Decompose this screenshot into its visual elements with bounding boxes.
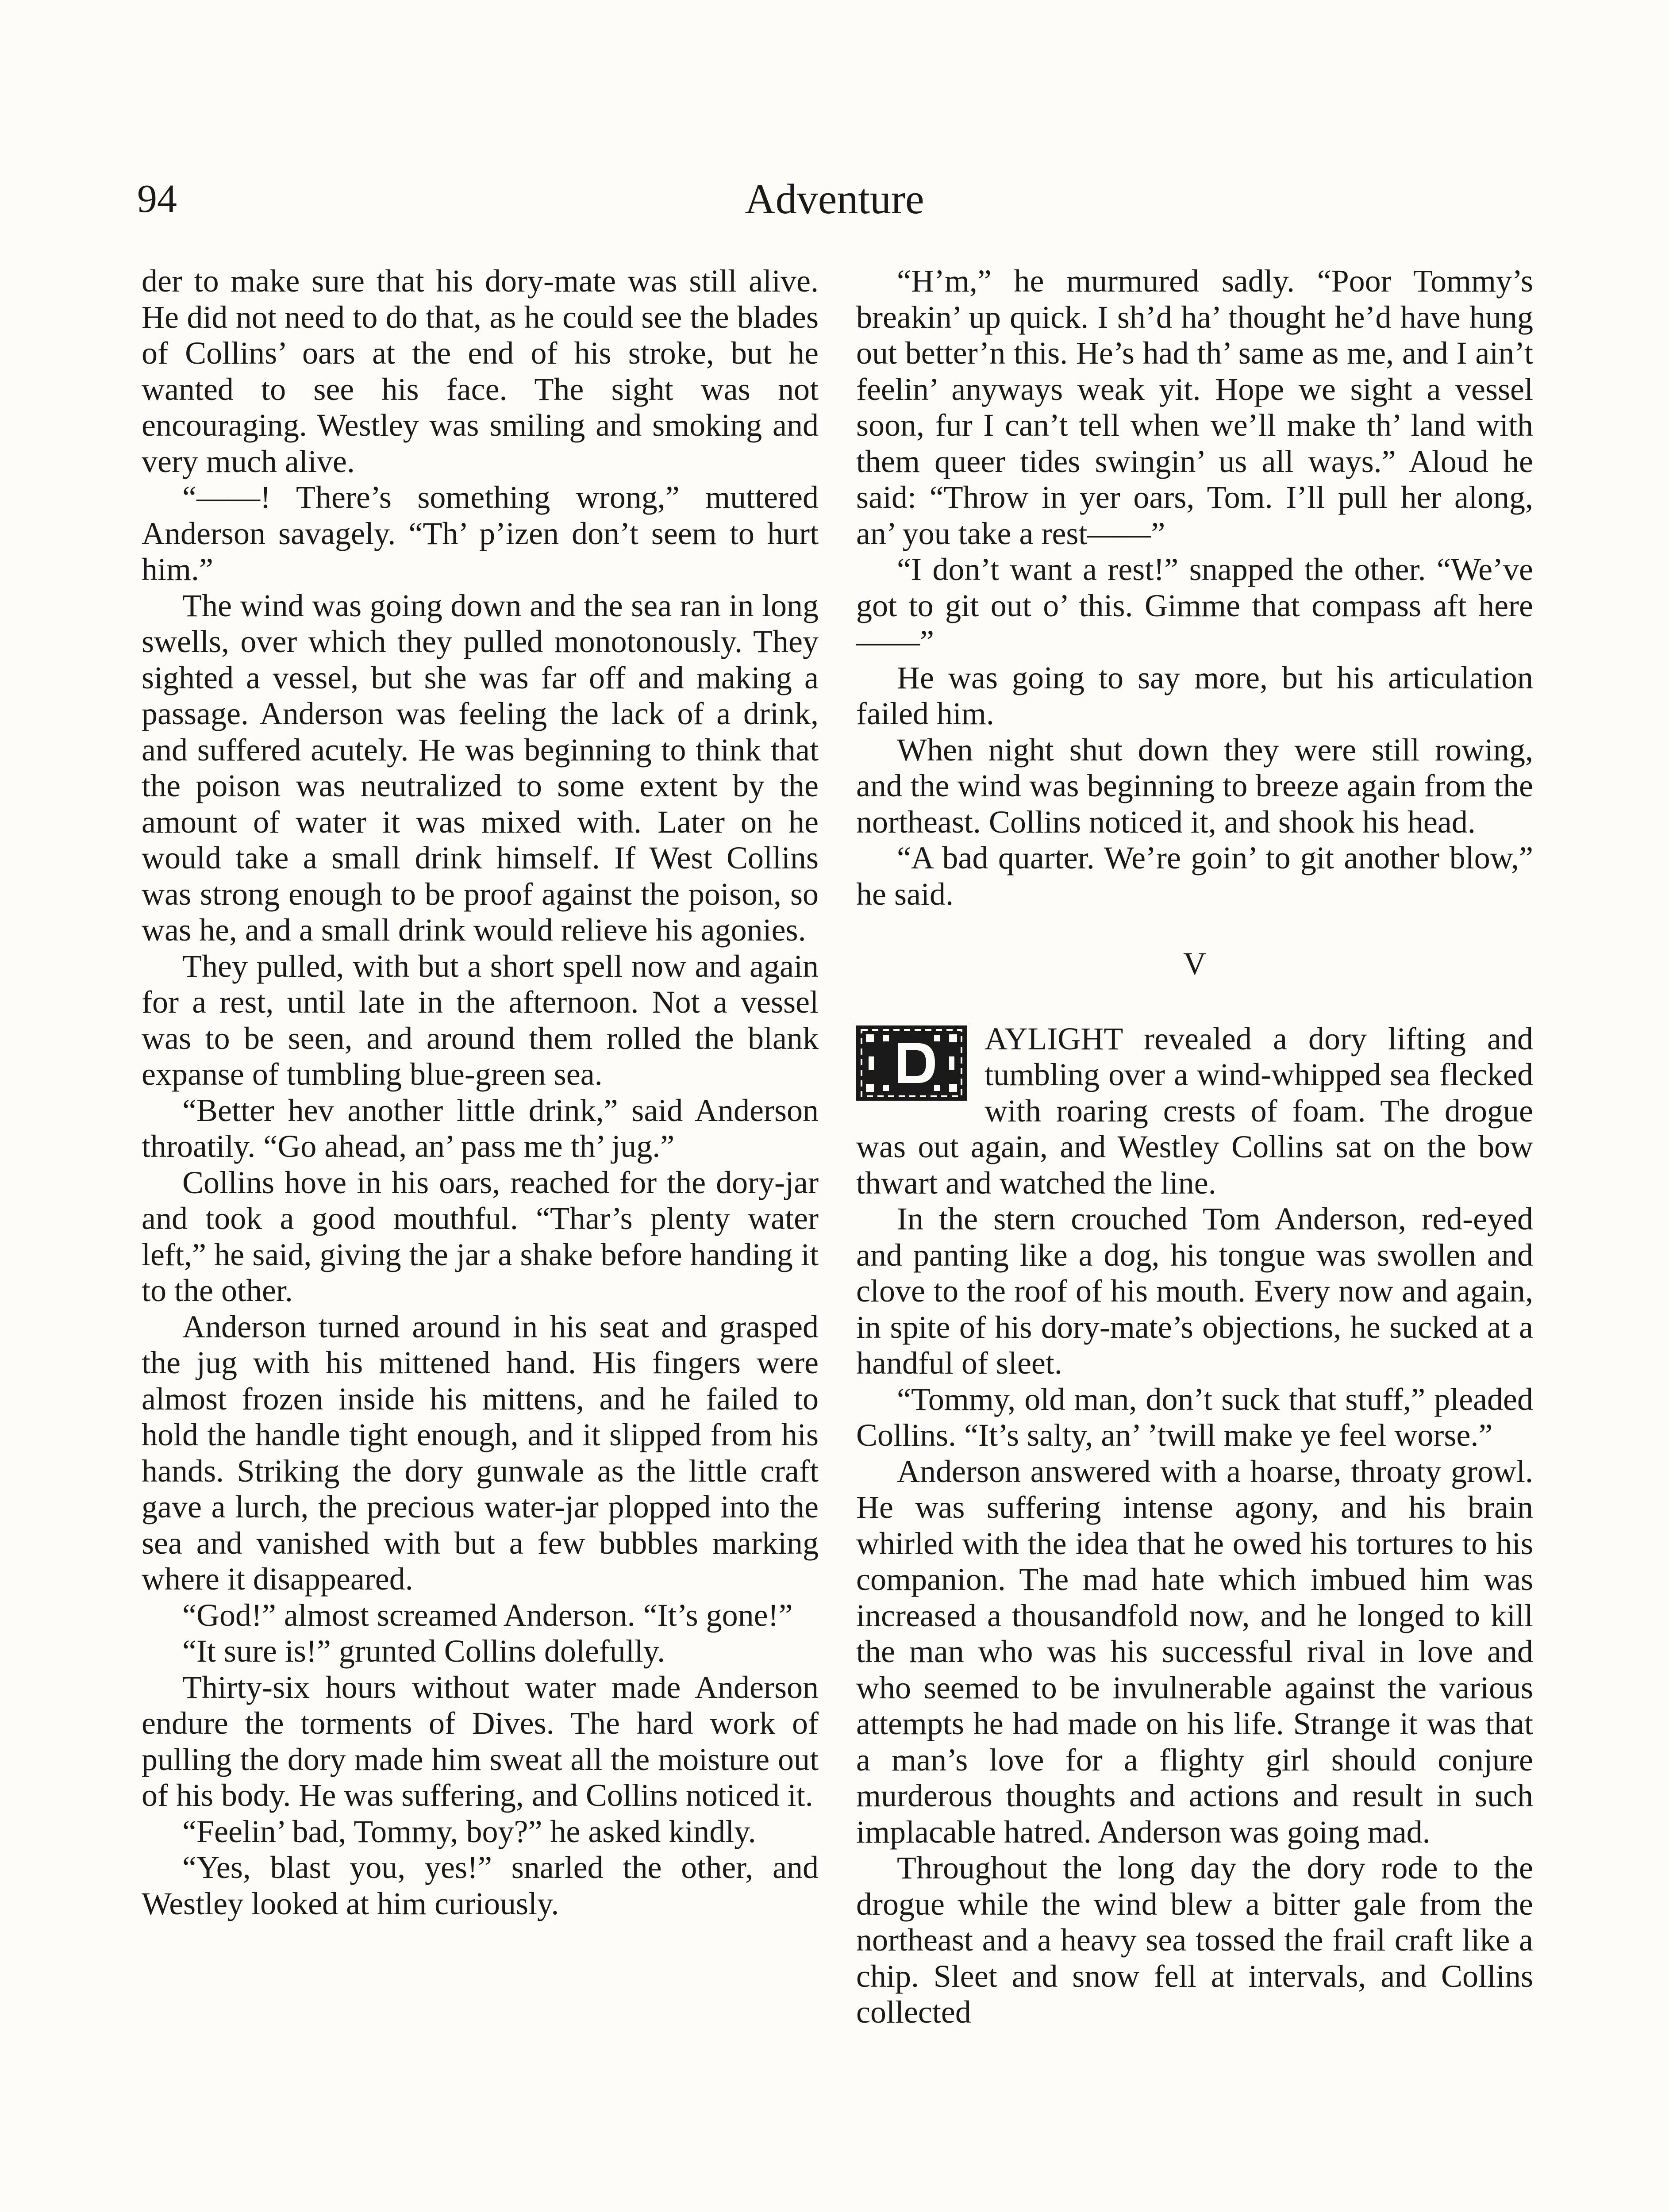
paragraph: He was going to say more, but his articulation failed him. — [856, 660, 1533, 731]
paragraph: “It sure is!” grunted Collins dolefully. — [182, 1633, 665, 1669]
paragraph: Anderson turned around in his seat and grasped the jug with his mittened hand. His fingers were almost frozen inside his mittens, and he failed to hold the handle tight enough, and it slipped from his hands. Striking the dory gunwale as the little craft gave a lurch, the precious water-jar plopped into the sea and vanished with but a few bubbles marking where it disappeared. — [142, 1309, 819, 1597]
paragraph: “Feelin’ bad, Tommy, boy?” he asked kindly. — [182, 1813, 756, 1849]
paragraph: “H’m,” he murmured sadly. “Poor Tommy’s breakin’ up quick. I sh’d ha’ thought he’d have hung out better’n this. He’s had th’ same as me, and I ain’t feelin’ anyways weak yit. Hope we sight a vessel soon, fur I can’t tell when we’ll make th’ land with them queer tides swingin’ us all ways.” Aloud he said: “Throw in yer oars, Tom. I’ll pull her along, an’ you take a rest——” — [856, 263, 1533, 551]
drop-cap-letter-d-icon — [856, 1025, 967, 1101]
paragraph: “Tommy, old man, don’t suck that stuff,” pleaded Collins. “It’s salty, an’ ’twill make ye feel worse.” — [856, 1381, 1533, 1453]
page-header — [137, 168, 1532, 230]
paragraph: They pulled, with but a short spell now and again for a rest, until late in the afternoon. Not a vessel was to be seen, and around them rolled the blank expanse of tumbling blue-green sea. — [142, 948, 819, 1092]
paragraph-after-drop-cap: AYLIGHT revealed a dory lifting and tumbling over a wind-whipped sea flecked with roaring crests of foam. The drogue was out again, and Westley Collins sat on the bow thwart and watched the line. — [856, 1021, 1533, 1201]
paragraph: Thirty-six hours without water made Anderson endure the torments of Dives. The hard work of pulling the dory made him sweat all the moisture out of his body. He was suffering, and Collins noticed it. — [142, 1669, 819, 1813]
paragraph: The wind was going down and the sea ran in long swells, over which they pulled monotonously. They sighted a vessel, but she was far off and making a passage. Anderson was feeling the lack of a drink, and suffered acutely. He was beginning to think that the poison was neutralized to some extent by the amount of water it was mixed with. Later on he would take a small drink himself. If West Collins was strong enough to be proof against the poison, so was he, and a small drink would relieve his agonies. — [142, 588, 819, 948]
paragraph: In the stern crouched Tom Anderson, red-eyed and panting like a dog, his tongue was swollen and clove to the roof of his mouth. Every now and again, in spite of his dory-mate’s objections, he sucked at a handful of sleet. — [856, 1201, 1533, 1381]
left-column — [142, 263, 819, 1922]
paragraph: “Yes, blast you, yes!” snarled the other, and Westley looked at him curiously. — [142, 1850, 819, 1921]
running-title: Adventure — [745, 175, 924, 223]
paragraph: When night shut down they were still rowing, and the wind was beginning to breeze again from the northeast. Collins noticed it, and shook his head. — [856, 732, 1533, 840]
paragraph: “——! There’s something wrong,” muttered Anderson savagely. “Th’ p’izen don’t seem to hurt him.” — [142, 480, 819, 587]
paragraph: Throughout the long day the dory rode to the drogue while the wind blew a bitter gale from the northeast and a heavy sea tossed the frail craft like a chip. Sleet and snow fell at intervals, and Collins collected — [856, 1850, 1533, 2030]
paragraph: “Better hev another little drink,” said Anderson throatily. “Go ahead, an’ pass me th’ jug.” — [142, 1092, 819, 1164]
paragraph: “I don’t want a rest!” snapped the other. “We’ve got to git out o’ this. Gimme that compass aft here——” — [856, 552, 1533, 659]
page-number: 94 — [137, 177, 177, 221]
paragraph: der to make sure that his dory-mate was still alive. He did not need to do that, as he could see the blades of Collins’ oars at the end of his stroke, but he wanted to see his face. The sight was not encouraging. Westley was smiling and smoking and very much alive. — [142, 263, 819, 479]
right-column — [856, 263, 1533, 2031]
paragraph: Anderson answered with a hoarse, throaty growl. He was suffering intense agony, and his brain whirled with the idea that he owed his tortures to his companion. The mad hate which imbued him was increased a thousandfold now, and he longed to kill the man who was his successful rival in love and who seemed to be invulnerable against the various attempts he had made on his life. Strange it was that a man’s love for a flighty girl should conjure murderous thoughts and actions and result in such implacable hatred. Anderson was going mad. — [856, 1453, 1533, 1850]
drop-cap-ornament — [856, 1025, 967, 1101]
paragraph: Collins hove in his oars, reached for the dory-jar and took a good mouthful. “Thar’s plenty water left,” he said, giving the jar a shake before handing it to the other. — [142, 1164, 819, 1308]
paragraph: “A bad quarter. We’re goin’ to git another blow,” he said. — [856, 840, 1533, 912]
section-heading: V — [1183, 946, 1206, 981]
paragraph: “God!” almost screamed Anderson. “It’s gone!” — [182, 1597, 793, 1633]
